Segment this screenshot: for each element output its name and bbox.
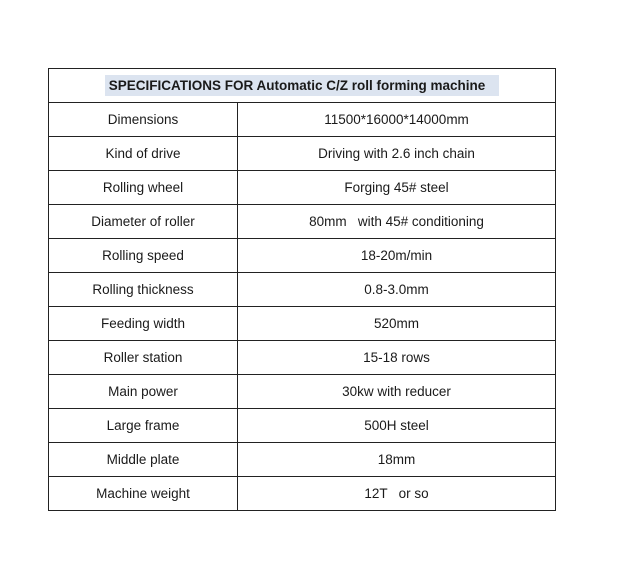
spec-label: Main power [49,375,238,409]
table-row [49,443,556,477]
title-row [49,69,556,103]
table-row [49,341,556,375]
table-row [49,477,556,511]
spec-label: Middle plate [49,443,238,477]
table-row [49,273,556,307]
spec-label: Rolling thickness [49,273,238,307]
title-cell [49,69,556,103]
spec-label: Machine weight [49,477,238,511]
spec-value: Driving with 2.6 inch chain [238,137,556,171]
spec-label: Rolling wheel [49,171,238,205]
spec-value: 0.8-3.0mm [238,273,556,307]
table-row [49,239,556,273]
spec-value: 15-18 rows [238,341,556,375]
spec-label: Diameter of roller [49,205,238,239]
table-row [49,171,556,205]
spec-value: 18mm [238,443,556,477]
spec-value: Forging 45# steel [238,171,556,205]
spec-value: 18-20m/min [238,239,556,273]
specifications-table [48,68,556,511]
table-row [49,409,556,443]
table-row [49,307,556,341]
table-row [49,137,556,171]
spec-value: 520mm [238,307,556,341]
spec-label: Rolling speed [49,239,238,273]
spec-label: Roller station [49,341,238,375]
table-row [49,375,556,409]
table-row [49,205,556,239]
table-title: SPECIFICATIONS FOR Automatic C/Z roll forming machine [105,75,500,96]
table-row [49,103,556,137]
spec-value: 11500*16000*14000mm [238,103,556,137]
spec-label: Dimensions [49,103,238,137]
spec-label: Large frame [49,409,238,443]
spec-value: 30kw with reducer [238,375,556,409]
spec-label: Feeding width [49,307,238,341]
spec-label: Kind of drive [49,137,238,171]
spec-value: 80mm with 45# conditioning [238,205,556,239]
spec-value: 12T or so [238,477,556,511]
spec-value: 500H steel [238,409,556,443]
